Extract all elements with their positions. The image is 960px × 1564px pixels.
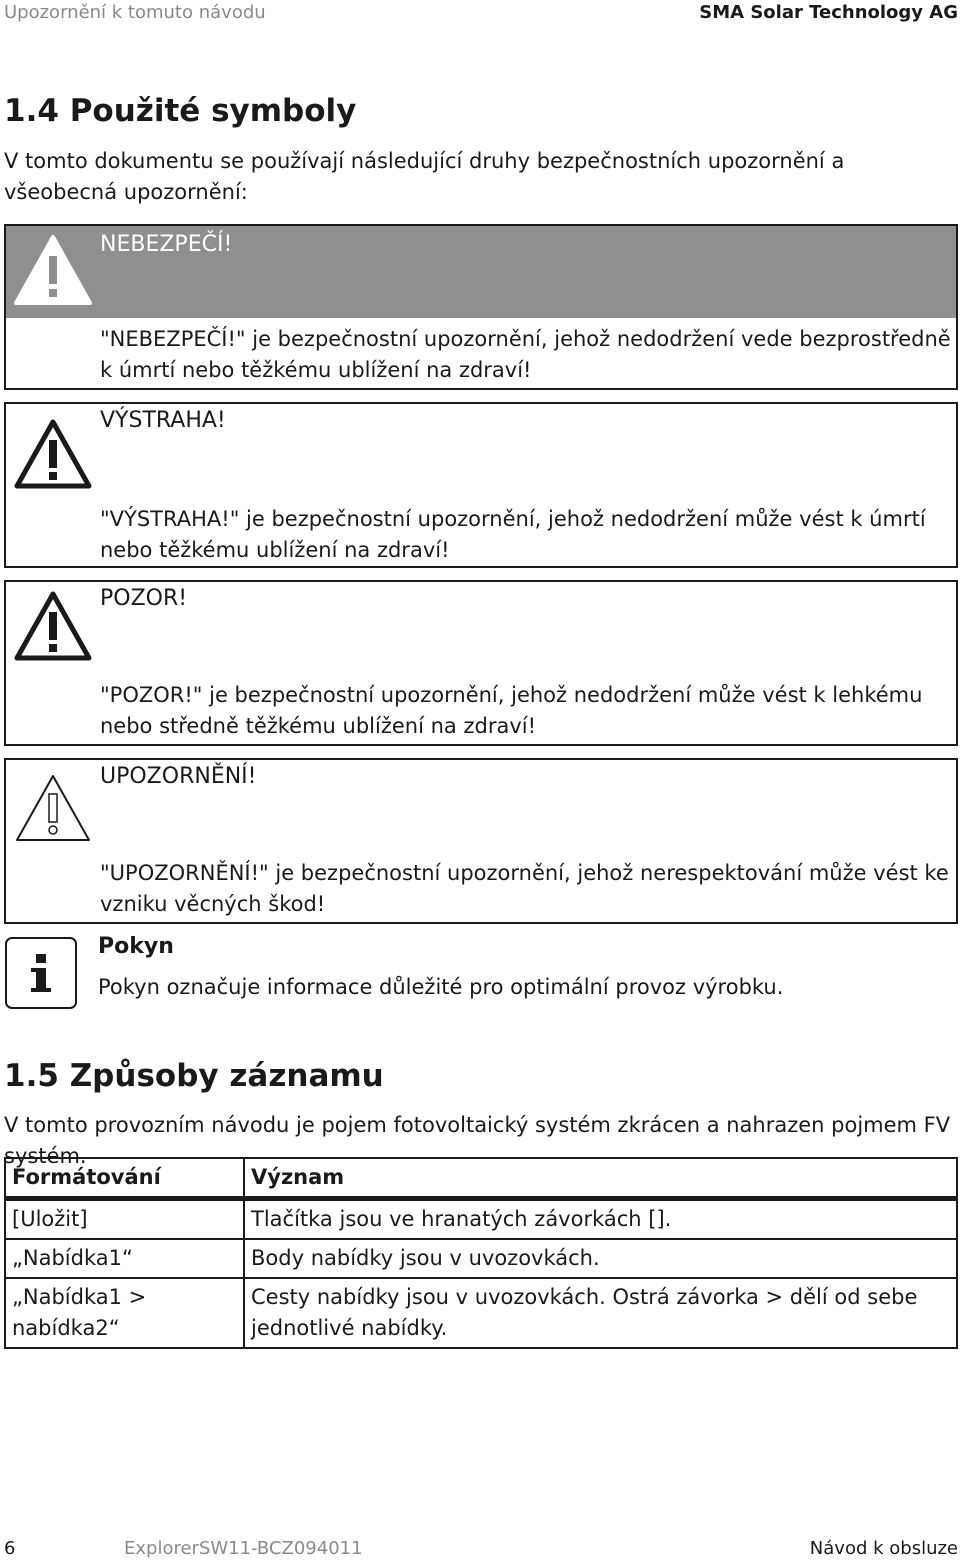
table-cell-meaning: Cesty nabídky jsou v uvozovkách. Ostrá závorka > dělí od sebe jednotlivé nabídky. xyxy=(244,1278,957,1348)
table-cell-format: „Nabídka1“ xyxy=(5,1239,244,1278)
document-title: Návod k obsluze xyxy=(809,1538,958,1559)
caution-triangle-icon xyxy=(12,588,94,664)
section-intro-1-4: V tomto dokumentu se používají následující druhy bezpečnostních upozornění a všeobecná upozornění: xyxy=(4,149,845,204)
running-header-company: SMA Solar Technology AG xyxy=(699,2,958,23)
section-intro-1-5: V tomto provozním návodu je pojem fotovoltaický systém zkrácen a nahrazen pojmem FV systém. xyxy=(4,1113,951,1168)
notice-text: "UPOZORNĚNÍ!" je bezpečnostní upozornění, jehož nerespektování může vést ke vzniku věcných škod! xyxy=(100,861,949,916)
danger-notice-box xyxy=(4,224,958,390)
table-cell-meaning: Tlačítka jsou ve hranatých závorkách []. xyxy=(244,1199,957,1240)
section-heading-1-5: 1.5 Způsoby záznamu xyxy=(4,1058,384,1094)
table-header-row xyxy=(5,1158,957,1199)
warning-title: VÝSTRAHA! xyxy=(100,408,226,433)
page-number: 6 xyxy=(4,1538,16,1559)
warning-text: "VÝSTRAHA!" je bezpečnostní upozornění, jehož nedodržení může vést k úmrtí nebo těžkému ublížení na zdraví! xyxy=(100,507,926,562)
running-header-section: Upozornění k tomuto návodu xyxy=(4,2,266,23)
notice-box xyxy=(4,758,958,924)
section-heading-1-4: 1.4 Použité symboly xyxy=(4,93,357,129)
document-id: ExplorerSW11-BCZ094011 xyxy=(124,1538,363,1559)
formatting-table xyxy=(4,1157,958,1349)
table-row xyxy=(5,1278,957,1348)
caution-text: "POZOR!" je bezpečnostní upozornění, jehož nedodržení může vést k lehkému nebo středně těžkému ublížení na zdraví! xyxy=(100,683,923,738)
notice-triangle-icon xyxy=(12,770,94,846)
info-icon xyxy=(4,936,78,1010)
table-row xyxy=(5,1199,957,1240)
warning-triangle-icon xyxy=(12,416,94,492)
table-cell-meaning: Body nabídky jsou v uvozovkách. xyxy=(244,1239,957,1278)
caution-title: POZOR! xyxy=(100,586,188,611)
table-row xyxy=(5,1239,957,1278)
caution-notice-box xyxy=(4,580,958,746)
table-header-formatting: Formátování xyxy=(5,1158,244,1199)
danger-title: NEBEZPEČÍ! xyxy=(100,232,233,257)
table-header-meaning: Význam xyxy=(244,1158,957,1199)
note-title: Pokyn xyxy=(98,934,174,959)
warning-notice-box xyxy=(4,402,958,568)
table-cell-format: [Uložit] xyxy=(5,1199,244,1240)
danger-triangle-icon xyxy=(12,232,94,308)
note-text: Pokyn označuje informace důležité pro optimální provoz výrobku. xyxy=(98,975,784,999)
table-cell-format: „Nabídka1 > nabídka2“ xyxy=(5,1278,244,1348)
notice-title: UPOZORNĚNÍ! xyxy=(100,764,257,789)
danger-text: "NEBEZPEČÍ!" je bezpečnostní upozornění, jehož nedodržení vede bezprostředně k úmrtí nebo těžkému ublížení na zdraví! xyxy=(100,327,951,382)
